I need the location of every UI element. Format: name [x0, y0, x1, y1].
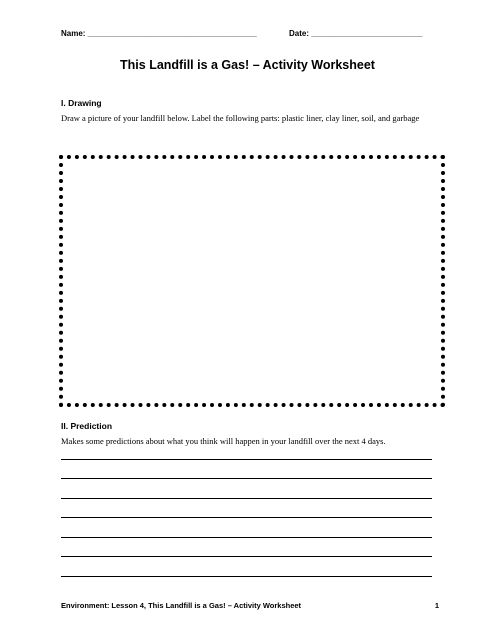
- answer-line[interactable]: [61, 498, 432, 499]
- answer-line[interactable]: [61, 556, 432, 557]
- answer-line[interactable]: [61, 576, 432, 577]
- date-field[interactable]: Date: _________________________: [289, 29, 423, 38]
- prediction-instructions: Makes some predictions about what you think will happen in your landfill over the next 4 days.: [61, 436, 386, 446]
- drawing-instructions: Draw a picture of your landfill below. Label the following parts: plastic liner, clay liner, soil, and garbage: [61, 113, 420, 123]
- answer-line[interactable]: [61, 537, 432, 538]
- header-row: [57, 27, 447, 41]
- answer-line[interactable]: [61, 459, 432, 460]
- answer-line[interactable]: [61, 478, 432, 479]
- section-drawing-heading: I. Drawing: [61, 98, 102, 108]
- page-footer: [61, 601, 439, 610]
- page-number: 1: [434, 601, 439, 610]
- drawing-area[interactable]: [59, 155, 445, 407]
- worksheet-title: This Landfill is a Gas! – Activity Worksheet: [120, 58, 375, 72]
- section-prediction-heading: II. Prediction: [61, 421, 113, 431]
- footer-text: Environment: Lesson 4, This Landfill is a Gas! – Activity Worksheet: [61, 601, 302, 610]
- answer-line[interactable]: [61, 517, 432, 518]
- name-field[interactable]: Name: ______________________________________: [61, 29, 257, 38]
